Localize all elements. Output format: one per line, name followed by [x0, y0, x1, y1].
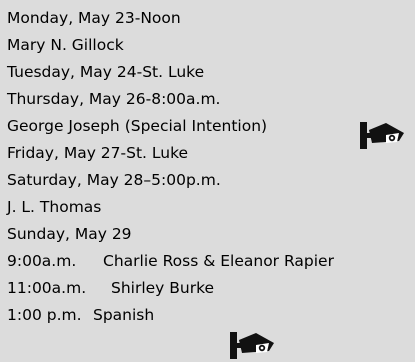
sunday-mass-row [7, 251, 334, 271]
mass-time: 9:00a.m. [7, 252, 77, 270]
schedule-line-friday: Friday, May 27-St. Luke [7, 144, 189, 162]
sunday-mass-row [7, 278, 214, 298]
schedule-line-monday: Monday, May 23-Noon [7, 9, 181, 27]
security-camera-icon [359, 120, 405, 156]
schedule-line-tuesday: Tuesday, May 24-St. Luke [7, 63, 205, 81]
sunday-mass-row [7, 305, 154, 325]
schedule-line-saturday-intention: J. L. Thomas [7, 198, 102, 216]
schedule-line-thursday-intention: George Joseph (Special Intention) [7, 117, 268, 135]
mass-intention: Shirley Burke [111, 279, 215, 297]
schedule-line-thursday: Thursday, May 26-8:00a.m. [7, 90, 221, 108]
mass-intention: Spanish [93, 306, 155, 324]
schedule-line-saturday: Saturday, May 28–5:00p.m. [7, 171, 221, 189]
mass-time: 11:00a.m. [7, 279, 87, 297]
schedule-line-monday-intention: Mary N. Gillock [7, 36, 124, 54]
security-camera-icon [229, 330, 275, 362]
schedule-line-sunday: Sunday, May 29 [7, 225, 132, 243]
mass-intention: Charlie Ross & Eleanor Rapier [103, 252, 334, 270]
mass-time: 1:00 p.m. [7, 306, 82, 324]
